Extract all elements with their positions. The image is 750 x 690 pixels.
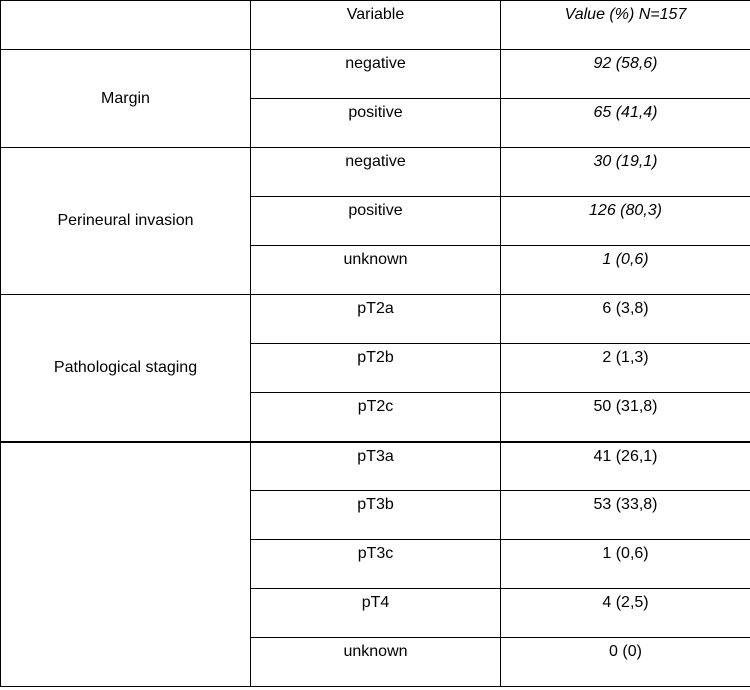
variable-cell: pT2b bbox=[251, 344, 501, 393]
variable-cell: pT2a bbox=[251, 295, 501, 344]
value-cell: 1 (0,6) bbox=[501, 246, 750, 295]
value-cell: 6 (3,8) bbox=[501, 295, 750, 344]
variable-cell: unknown bbox=[251, 638, 501, 687]
header-row bbox=[1, 1, 750, 50]
variable-cell: pT3b bbox=[251, 491, 501, 540]
value-cell: 92 (58,6) bbox=[501, 50, 750, 99]
group-label-pathological-staging: Pathological staging bbox=[1, 295, 251, 442]
value-cell: 1 (0,6) bbox=[501, 540, 750, 589]
header-value: Value (%) N=157 bbox=[501, 1, 750, 50]
table-row bbox=[1, 295, 750, 344]
table-row bbox=[1, 50, 750, 99]
table-row bbox=[1, 148, 750, 197]
value-cell: 2 (1,3) bbox=[501, 344, 750, 393]
value-cell: 30 (19,1) bbox=[501, 148, 750, 197]
value-cell: 126 (80,3) bbox=[501, 197, 750, 246]
group-label-margin: Margin bbox=[1, 50, 251, 148]
value-cell: 41 (26,1) bbox=[501, 442, 750, 491]
group-label-perineural-invasion: Perineural invasion bbox=[1, 148, 251, 295]
variable-cell: positive bbox=[251, 99, 501, 148]
value-cell: 0 (0) bbox=[501, 638, 750, 687]
group-label-empty bbox=[1, 442, 251, 687]
variable-cell: pT3c bbox=[251, 540, 501, 589]
variable-cell: negative bbox=[251, 50, 501, 99]
variable-cell: unknown bbox=[251, 246, 501, 295]
variable-cell: pT4 bbox=[251, 589, 501, 638]
value-cell: 4 (2,5) bbox=[501, 589, 750, 638]
table-row bbox=[1, 442, 750, 491]
value-cell: 53 (33,8) bbox=[501, 491, 750, 540]
header-empty-cell bbox=[1, 1, 251, 50]
value-cell: 50 (31,8) bbox=[501, 393, 750, 442]
variable-cell: pT2c bbox=[251, 393, 501, 442]
variable-cell: positive bbox=[251, 197, 501, 246]
variable-cell: negative bbox=[251, 148, 501, 197]
variable-cell: pT3a bbox=[251, 442, 501, 491]
header-variable: Variable bbox=[251, 1, 501, 50]
value-cell: 65 (41,4) bbox=[501, 99, 750, 148]
